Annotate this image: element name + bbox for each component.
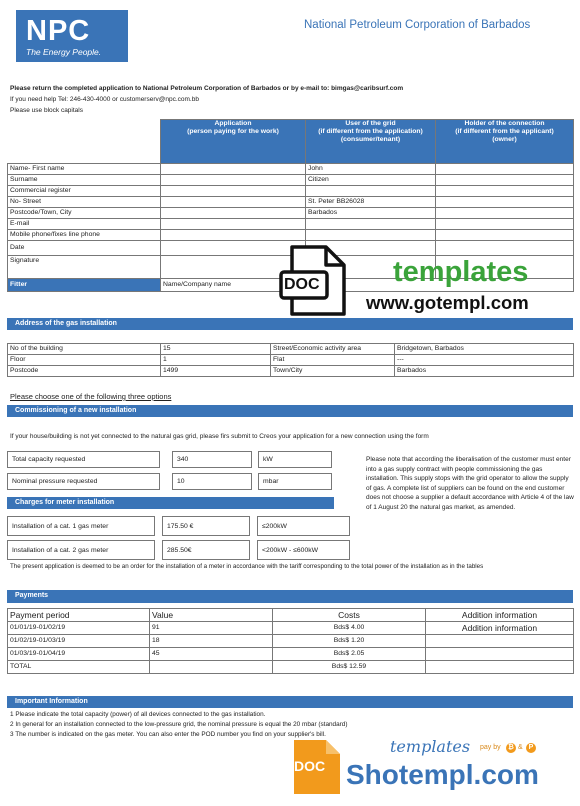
bitcoin-icon: ₿	[506, 743, 516, 753]
user-cell[interactable]: John	[306, 164, 436, 175]
application-cell[interactable]	[161, 175, 306, 186]
charges-footnote: The present application is deemed to be an order for the installation of a meter in accordance with the tariff corresponding to the total power of the installation as in the tables	[10, 563, 484, 570]
payment-cost: Bds$ 1.20	[273, 635, 426, 648]
capacity-unit: kW	[258, 451, 332, 468]
holder-cell[interactable]	[436, 230, 574, 241]
address-value[interactable]: ---	[395, 355, 574, 366]
payment-period: 01/02/19-01/03/19	[8, 635, 150, 648]
address-value[interactable]: Barbados	[395, 366, 574, 377]
important-item: 1 Please indicate the total capacity (power) of all devices connected to the gas installation.	[10, 711, 266, 718]
user-cell[interactable]	[306, 186, 436, 197]
holder-cell[interactable]	[436, 219, 574, 230]
payments-header: Costs	[273, 609, 426, 622]
pressure-input[interactable]: 10	[172, 473, 252, 490]
charge-price: 285.50€	[162, 540, 250, 560]
important-item: 2 In general for an installation connected to the low-pressure grid, the nominal pressure is equal the 20 mbar (standard)	[10, 721, 348, 728]
table-row	[8, 197, 574, 208]
address-label: Flat	[271, 355, 395, 366]
fitter-label: Fitter	[8, 279, 161, 292]
important-item: 3 The number is indicated on the gas meter. You can also enter the POD number you find on your supplier's bill.	[10, 731, 326, 738]
row-label: Date	[8, 241, 161, 256]
payment-info	[426, 635, 574, 648]
payment-period: 01/03/19-01/04/19	[8, 648, 150, 661]
fitter-value[interactable]: Name/Company name	[161, 279, 574, 292]
address-value[interactable]: 1	[161, 355, 271, 366]
npc-logo	[16, 10, 128, 62]
table-row	[8, 164, 574, 175]
payment-info	[426, 661, 574, 674]
payments-bar: Payments	[7, 590, 573, 603]
holder-cell[interactable]	[436, 197, 574, 208]
block-capitals-note: Please use block capitals	[10, 107, 83, 114]
row-label: Signature	[8, 256, 161, 279]
important-list	[10, 710, 570, 740]
application-cell[interactable]	[161, 164, 306, 175]
payment-value: 45	[150, 648, 273, 661]
table-row	[8, 230, 574, 241]
payments-header-row	[8, 609, 574, 622]
return-instructions: Please return the completed application to National Petroleum Corporation of Barbados or by e-mail to: bimgas@caribsurf.com	[10, 85, 404, 92]
address-label: Street/Economic activity area	[271, 344, 395, 355]
holder-cell[interactable]	[436, 164, 574, 175]
table-row	[8, 635, 574, 648]
application-cell[interactable]	[161, 230, 306, 241]
header-application: Application (person paying for the work)	[161, 120, 306, 164]
user-cell[interactable]: St. Peter BB26028	[306, 197, 436, 208]
table-row	[8, 344, 574, 355]
payment-info: Addition information	[426, 622, 574, 635]
holder-cell[interactable]	[436, 175, 574, 186]
corporation-name: National Petroleum Corporation of Barbados	[304, 19, 531, 31]
row-label: Mobile phone/fixes line phone	[8, 230, 161, 241]
row-label: Name- First name	[8, 164, 161, 175]
payments-header: Addition information	[426, 609, 574, 622]
address-label: No of the building	[8, 344, 161, 355]
payment-period: TOTAL	[8, 661, 150, 674]
options-heading: Please choose one of the following three options	[10, 392, 172, 401]
row-label: Surname	[8, 175, 161, 186]
address-label: Postcode	[8, 366, 161, 377]
important-bar: Important Information	[7, 696, 573, 708]
commissioning-intro: If your house/building is not yet connected to the natural gas grid, please firs submit to Creos your application for a new connection using the form	[10, 433, 429, 440]
commissioning-bar: Commissioning of a new installation	[7, 405, 573, 417]
address-value[interactable]: Bridgetown, Barbados	[395, 344, 574, 355]
paypal-icon: P	[526, 743, 536, 753]
header-user: User of the grid (if different from the application) (consumer/tenant)	[306, 120, 436, 164]
table-row	[8, 175, 574, 186]
payments-header: Payment period	[8, 609, 150, 622]
user-cell[interactable]: Barbados	[306, 208, 436, 219]
charge-price: 175.50 €	[162, 516, 250, 536]
payment-value	[150, 661, 273, 674]
application-cell[interactable]	[161, 186, 306, 197]
capacity-label: Total capacity requested	[7, 451, 160, 468]
header-holder: Holder of the connection (if different from the applicant) (owner)	[436, 120, 574, 164]
table-row	[8, 648, 574, 661]
table-row	[8, 208, 574, 219]
watermark-shotempl: Shotempl.com	[346, 759, 539, 790]
holder-cell[interactable]	[436, 208, 574, 219]
row-label: Commercial register	[8, 186, 161, 197]
address-label: Floor	[8, 355, 161, 366]
application-cell[interactable]	[161, 208, 306, 219]
blank-header	[8, 120, 161, 164]
table-row	[8, 186, 574, 197]
capacity-input[interactable]: 340	[172, 451, 252, 468]
payment-cost: Bds$ 2.05	[273, 648, 426, 661]
charges-bar: Charges for meter installation	[7, 497, 334, 509]
payment-info	[426, 648, 574, 661]
doc-icon-label-orange: DOC	[294, 758, 326, 774]
help-line: If you need help Tel: 246-430-4000 or customerserv@npc.com.bb	[10, 96, 199, 103]
intro-block	[10, 83, 570, 116]
table-row	[8, 622, 574, 635]
user-cell[interactable]	[306, 230, 436, 241]
address-bar: Address of the gas installation	[7, 318, 573, 330]
watermark-templates: templates	[393, 256, 529, 288]
table-row	[8, 355, 574, 366]
holder-cell[interactable]	[436, 241, 574, 256]
charge-range: <200kW - ≤600kW	[257, 540, 350, 560]
watermark-gotempl: www.gotempl.com	[366, 292, 529, 313]
address-value[interactable]: 15	[161, 344, 271, 355]
ampersand-icon: &	[518, 744, 523, 751]
table-row	[8, 661, 574, 674]
payment-value: 91	[150, 622, 273, 635]
payment-period: 01/01/19-01/02/19	[8, 622, 150, 635]
row-label: Postcode/Town, City	[8, 208, 161, 219]
holder-cell[interactable]	[436, 186, 574, 197]
watermark-script-templates: templates	[390, 737, 471, 756]
logo-tagline: The Energy People.	[26, 47, 102, 57]
user-cell[interactable]: Citizen	[306, 175, 436, 186]
charge-label: Installation of a cat. 1 gas meter	[7, 516, 155, 536]
logo-text: NPC	[26, 15, 91, 47]
charge-range: ≤200kW	[257, 516, 350, 536]
address-value[interactable]: 1499	[161, 366, 271, 377]
application-cell[interactable]	[161, 197, 306, 208]
payments-header: Value	[150, 609, 273, 622]
table-row	[8, 366, 574, 377]
row-label: No- Street	[8, 197, 161, 208]
address-label: Town/City	[271, 366, 395, 377]
pay-by-label: pay by	[480, 744, 501, 751]
charge-label: Installation of a cat. 2 gas meter	[7, 540, 155, 560]
row-label: E-mail	[8, 219, 161, 230]
payment-cost: Bds$ 4.00	[273, 622, 426, 635]
table-row	[8, 219, 574, 230]
pressure-unit: mbar	[258, 473, 332, 490]
payments-table	[7, 608, 574, 674]
payment-value: 18	[150, 635, 273, 648]
application-cell[interactable]	[161, 219, 306, 230]
payment-cost: Bds$ 12.59	[273, 661, 426, 674]
address-table	[7, 343, 574, 377]
user-cell[interactable]	[306, 219, 436, 230]
doc-icon-label: DOC	[284, 276, 320, 293]
supplier-note: Please note that according the liberalisation of the customer must enter into a gas supply contract with people commissioning the gas installation. This supply stops with the grid operator to allow the supply of gas. A complete list of suppliers can be found on the end customer does not choose a supplier a default accordance with Article 4 of the law of 1 August 20 the natural gas market, as amended.	[366, 456, 574, 511]
pressure-label: Nominal pressure requested	[7, 473, 160, 490]
